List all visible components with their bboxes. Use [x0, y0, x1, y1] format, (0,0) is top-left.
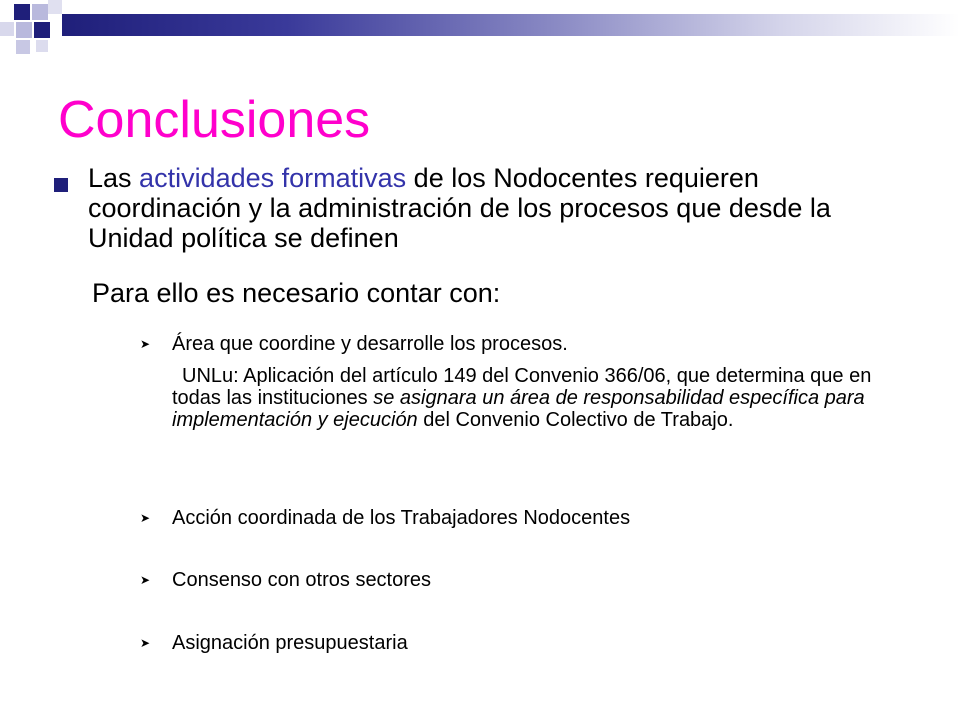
- square-bullet-icon: [54, 178, 68, 192]
- arrow-bullet-icon: ➤: [140, 636, 151, 650]
- arrow-bullet-icon: ➤: [140, 511, 151, 525]
- deco-square-1: [14, 4, 30, 20]
- arrow-bullet-icon: ➤: [140, 573, 151, 587]
- header-gradient-bar: [62, 14, 960, 36]
- intro-paragraph: [88, 163, 918, 253]
- list-item-text: Área que coordine y desarrolle los procesos.: [172, 333, 568, 355]
- lead-text: Para ello es necesario contar con:: [92, 278, 501, 308]
- deco-square-7: [16, 40, 30, 54]
- deco-square-5: [16, 22, 32, 38]
- list-item-text: Asignación presupuestaria: [172, 632, 408, 654]
- arrow-bullet-icon: ➤: [140, 337, 151, 351]
- note-text-2: del Convenio Colectivo de Trabajo.: [417, 409, 734, 431]
- slide-title: Conclusiones: [58, 91, 371, 149]
- note-italic: se asignara un área de responsabilidad específica para implementación y ejecución: [172, 387, 865, 431]
- deco-square-3: [48, 0, 62, 14]
- intro-highlight: actividades formativas: [139, 163, 407, 193]
- deco-square-8: [36, 40, 48, 52]
- note-text: [172, 365, 912, 431]
- list-item-text: Acción coordinada de los Trabajadores Nodocentes: [172, 507, 631, 529]
- deco-square-2: [32, 4, 48, 20]
- deco-square-4: [0, 22, 14, 36]
- intro-text-2: de los Nodocentes requieren coordinación y la administración de los procesos que desde la Unidad política se definen: [88, 163, 831, 253]
- intro-text-1: Las: [88, 163, 140, 193]
- deco-square-6: [34, 22, 50, 38]
- list-item-text: Consenso con otros sectores: [172, 569, 432, 591]
- note-text-1: UNLu: Aplicación del artículo 149 del Convenio 366/06, que determina que en todas las instituciones: [172, 365, 872, 409]
